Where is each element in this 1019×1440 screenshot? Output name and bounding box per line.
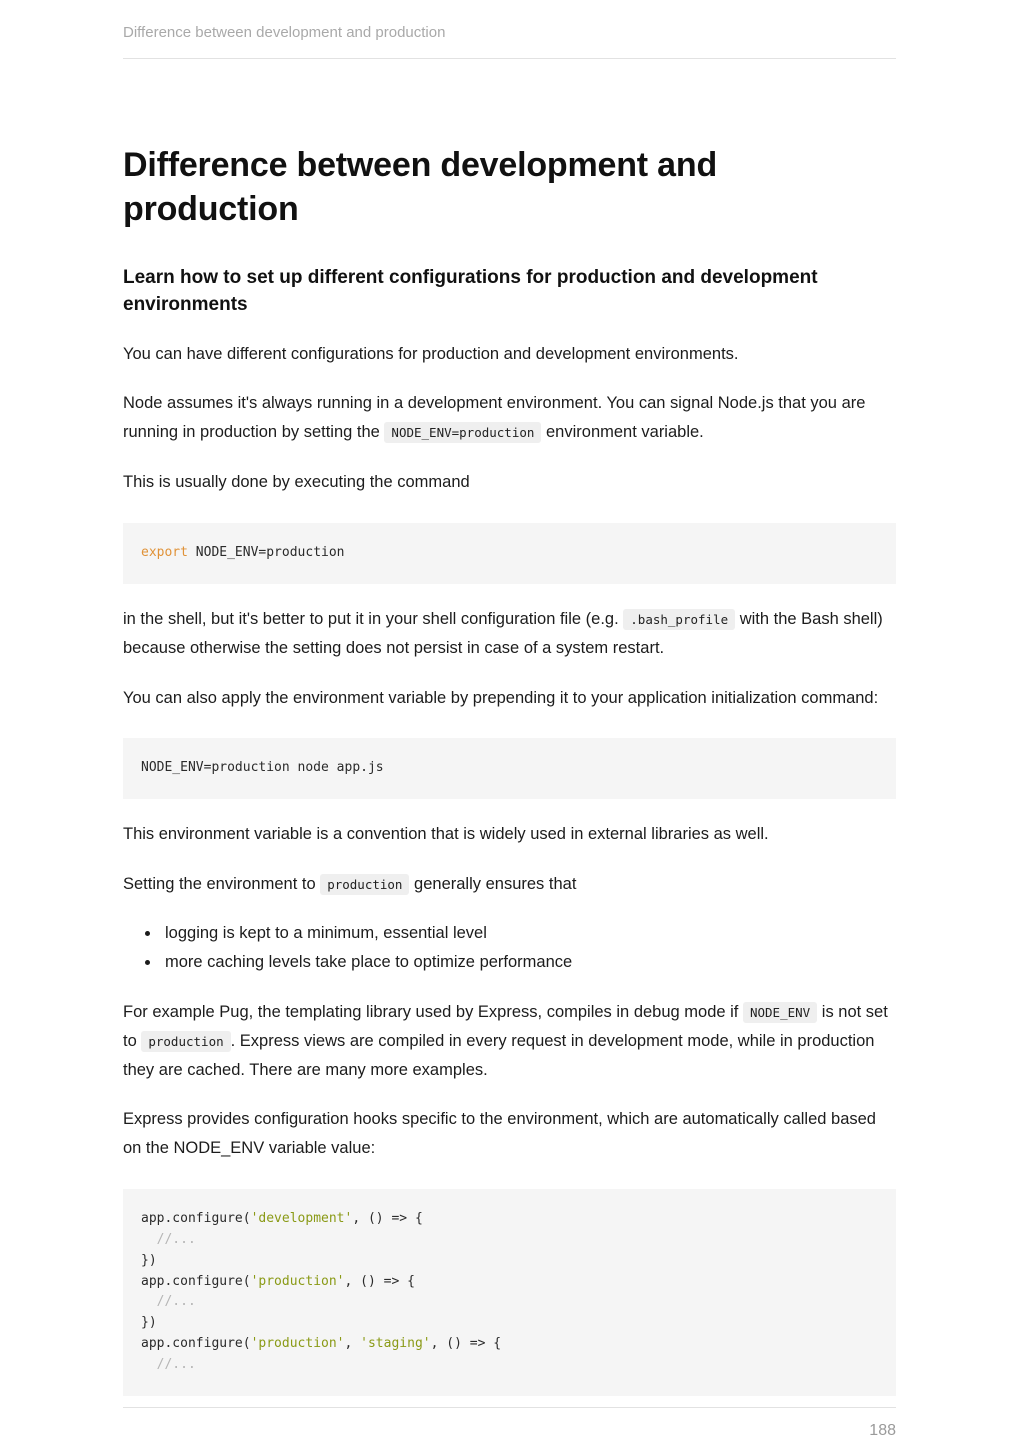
- code-string: 'production': [250, 1335, 345, 1351]
- code-text: , () => {: [344, 1273, 415, 1289]
- list-item: • more caching levels take place to optimize performance: [161, 948, 896, 977]
- list-item: • logging is kept to a minimum, essential level: [161, 919, 896, 948]
- text-segment: is not set to: [123, 1002, 888, 1050]
- text-segment: Setting the environment to: [123, 875, 321, 894]
- page-header: [123, 24, 896, 59]
- code-string: 'development': [250, 1211, 353, 1227]
- code-block-node-env: [123, 738, 896, 799]
- paragraph-6: This environment variable is a convention that is widely used in external libraries as well.: [123, 825, 769, 844]
- code-block-export: [123, 523, 896, 584]
- code-comment-line: //...: [141, 1294, 196, 1310]
- running-header: Difference between development and production: [123, 24, 896, 59]
- article-content: [123, 59, 896, 1396]
- inline-code: production: [320, 874, 409, 895]
- bullet-list: [123, 919, 896, 977]
- page-number: 188: [869, 1422, 896, 1439]
- code-string: 'production': [250, 1273, 345, 1289]
- code-text: app.configure(: [141, 1335, 251, 1351]
- code-text: NODE_ENV=production: [187, 545, 345, 561]
- code-line: [141, 543, 878, 564]
- code-block-configure: [123, 1189, 896, 1395]
- paragraph-4: [123, 605, 896, 663]
- text-segment: . Express views are compiled in every request in development mode, while in production they are cached. There are many more examples.: [123, 1031, 875, 1079]
- inline-code: production: [141, 1031, 230, 1052]
- code-line: [141, 1209, 878, 1230]
- text-segment: For example Pug, the templating library used by Express, compiles in debug mode if: [123, 1002, 743, 1021]
- code-line: NODE_ENV=production node app.js: [141, 760, 384, 776]
- code-line: [141, 1334, 878, 1355]
- text-segment: Node assumes it's always running in a development environment. You can signal Node.js that you are running in production by setting the: [123, 394, 866, 442]
- paragraph-8: [123, 998, 896, 1085]
- paragraph-1: You can have different configurations for production and development environments.: [123, 344, 739, 363]
- code-text: ,: [344, 1335, 361, 1351]
- page-footer: [123, 1407, 896, 1440]
- text-segment: in the shell, but it's better to put it in your shell configuration file (e.g.: [123, 609, 624, 628]
- code-string: 'staging': [360, 1335, 431, 1351]
- inline-code: .bash_profile: [623, 609, 735, 630]
- code-comment-line: //...: [141, 1231, 196, 1247]
- inline-code: NODE_ENV=production: [384, 422, 541, 443]
- code-comment-line: //...: [141, 1356, 196, 1372]
- text-segment: environment variable.: [541, 423, 704, 442]
- paragraph-3: This is usually done by executing the command: [123, 473, 470, 492]
- paragraph-9: Express provides configuration hooks specific to the environment, which are automatically called based on the NODE_ENV variable value:: [123, 1110, 876, 1158]
- paragraph-7: [123, 870, 896, 899]
- code-text: app.configure(: [141, 1273, 251, 1289]
- paragraph-5: You can also apply the environment variable by prepending it to your application initialization command:: [123, 688, 879, 707]
- article-subtitle: Learn how to set up different configurations for production and development environments: [123, 267, 818, 315]
- code-text: , () => {: [430, 1335, 502, 1351]
- code-text: app.configure(: [141, 1211, 251, 1227]
- code-line: }): [141, 1315, 157, 1331]
- page-title: Difference between development and production: [123, 146, 718, 229]
- code-line: [141, 1272, 878, 1293]
- text-segment: generally ensures that: [409, 875, 577, 894]
- code-text: , () => {: [352, 1211, 423, 1227]
- inline-code: NODE_ENV: [743, 1002, 817, 1023]
- code-keyword: export: [141, 545, 188, 561]
- text-segment: with the Bash shell) because otherwise the setting does not persist in case of a system restart.: [123, 609, 883, 657]
- paragraph-2: [123, 389, 896, 447]
- code-line: }): [141, 1252, 157, 1268]
